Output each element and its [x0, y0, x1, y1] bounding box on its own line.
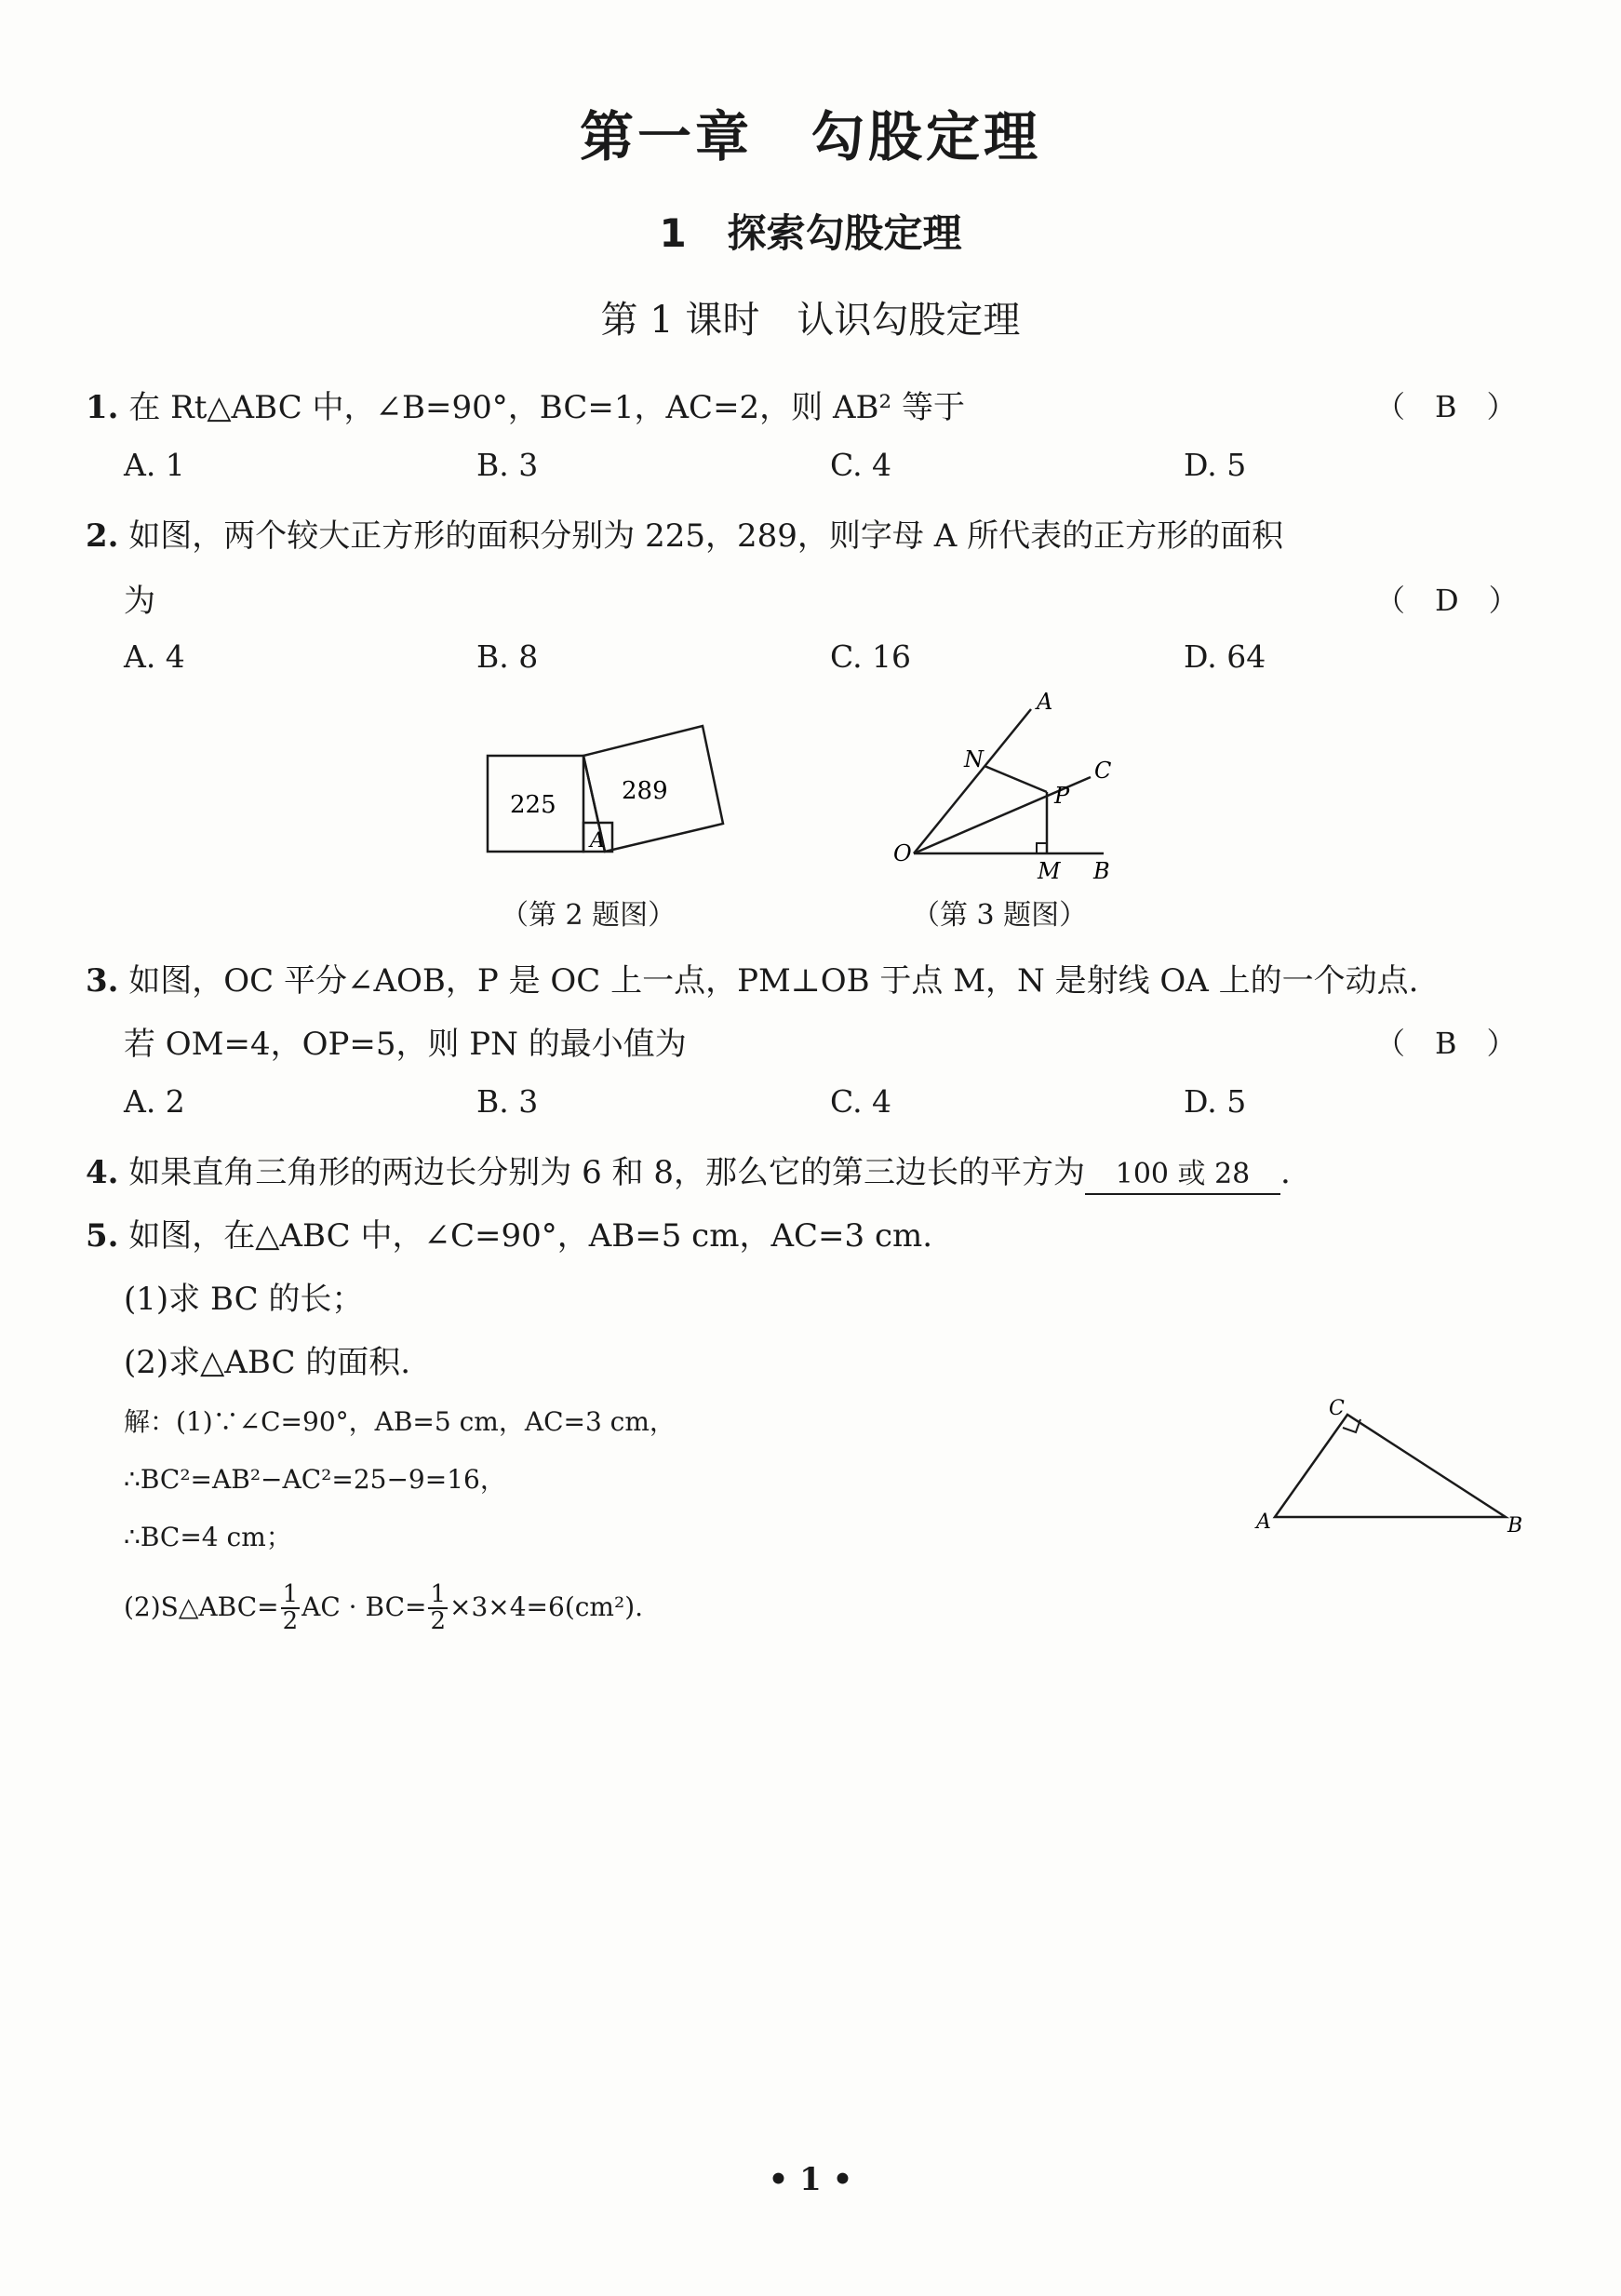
right-angle-mark	[1037, 843, 1047, 853]
figure-5-triangle	[1247, 1387, 1526, 1545]
option-c: C. 4	[830, 447, 892, 483]
figure-3-angle	[884, 689, 1135, 889]
solution-line-1: 解：(1)∵∠C=90°，AB=5 cm，AC=3 cm，	[124, 1406, 676, 1437]
lesson-title: 第 1 课时 认识勾股定理	[600, 299, 1021, 342]
solution-line-3: ∴BC=4 cm；	[124, 1522, 292, 1552]
figure-3-caption: （第 3 题图）	[912, 899, 1088, 932]
label-289: 289	[622, 777, 668, 805]
section-title	[0, 203, 1621, 259]
fraction-half	[428, 1582, 448, 1635]
option-a: A. 4	[124, 638, 185, 675]
question-4	[86, 1147, 1291, 1195]
label-n: N	[964, 746, 984, 772]
section-name: 探索勾股定理	[727, 210, 962, 256]
question-text: 如果直角三角形的两边长分别为 6 和 8，那么它的第三边长的平方为	[128, 1154, 1085, 1191]
fraction-denominator: 2	[282, 1607, 299, 1636]
option-b: B. 3	[476, 1083, 539, 1120]
option-c: C. 16	[830, 638, 912, 675]
question-text: 在 Rt△ABC 中，∠B=90°，BC=1，AC=2，则 AB² 等于	[128, 389, 965, 426]
question-part-1: (1)求 BC 的长；	[124, 1281, 364, 1318]
option-d: D. 5	[1184, 1083, 1247, 1120]
label-a: A	[1037, 689, 1053, 715]
segment-pn	[985, 766, 1047, 792]
option-b: B. 8	[476, 638, 539, 675]
option-c: C. 4	[830, 1083, 892, 1120]
question-number: 2.	[86, 517, 119, 555]
answer-blank: 100 或 28	[1085, 1156, 1280, 1195]
question-part-2: (2)求△ABC 的面积.	[124, 1344, 411, 1381]
answer-bracket: （ B ）	[1375, 389, 1517, 424]
solution-line-2: ∴BC²=AB²−AC²=25−9=16，	[124, 1464, 506, 1495]
solution-area-prefix: (2)S△ABC=	[124, 1591, 279, 1622]
option-a: A. 2	[124, 1083, 185, 1120]
question-number: 3.	[86, 962, 119, 1000]
option-d: D. 64	[1184, 638, 1266, 675]
question-1	[86, 382, 965, 427]
question-text-cont: 为	[124, 583, 155, 620]
ray-oa	[914, 709, 1031, 853]
answer-bracket: （ B ）	[1375, 1026, 1517, 1061]
label-b: B	[1093, 858, 1110, 884]
question-number: 4.	[86, 1154, 119, 1191]
figure-2-squares	[475, 707, 735, 893]
question-end: .	[1280, 1154, 1291, 1191]
label-m: M	[1038, 858, 1061, 884]
question-text: 如图，两个较大正方形的面积分别为 225，289，则字母 A 所代表的正方形的面积	[128, 517, 1284, 555]
question-5	[86, 1210, 932, 1255]
page-number: • 1 •	[768, 2161, 853, 2198]
question-number: 5.	[86, 1217, 119, 1255]
question-3	[86, 955, 1418, 1000]
question-text: 如图，OC 平分∠AOB，P 是 OC 上一点，PM⊥OB 于点 M，N 是射线 OA 上的一个动点.	[128, 962, 1419, 1000]
label-225: 225	[510, 791, 556, 819]
label-a: A	[590, 829, 605, 853]
fraction-half	[281, 1582, 301, 1635]
solution-area-mid: AC · BC=	[301, 1591, 427, 1622]
label-a: A	[1256, 1511, 1271, 1534]
question-number: 1.	[86, 389, 119, 426]
question-2	[86, 510, 1283, 556]
question-text-cont: 若 OM=4，OP=5，则 PN 的最小值为	[124, 1026, 687, 1063]
question-text: 如图，在△ABC 中，∠C=90°，AB=5 cm，AC=3 cm.	[128, 1217, 933, 1255]
section-number: 1	[659, 210, 687, 256]
fraction-denominator: 2	[430, 1607, 446, 1636]
option-b: B. 3	[476, 447, 539, 483]
solution-area-suffix: ×3×4=6(cm²).	[449, 1591, 644, 1622]
fraction-numerator: 1	[282, 1580, 299, 1608]
chapter-title: 第一章 勾股定理	[579, 105, 1041, 168]
figure-2-caption: （第 2 题图）	[501, 899, 677, 932]
fraction-numerator: 1	[430, 1580, 446, 1608]
label-c: C	[1094, 758, 1112, 784]
answer-bracket: （ D ）	[1375, 583, 1519, 618]
triangle-abc	[1275, 1415, 1506, 1517]
label-b: B	[1507, 1514, 1523, 1537]
label-c: C	[1329, 1397, 1345, 1420]
label-o: O	[893, 840, 912, 866]
solution-line-4	[124, 1582, 643, 1635]
label-p: P	[1054, 783, 1070, 809]
option-d: D. 5	[1184, 447, 1247, 483]
option-a: A. 1	[124, 447, 185, 483]
